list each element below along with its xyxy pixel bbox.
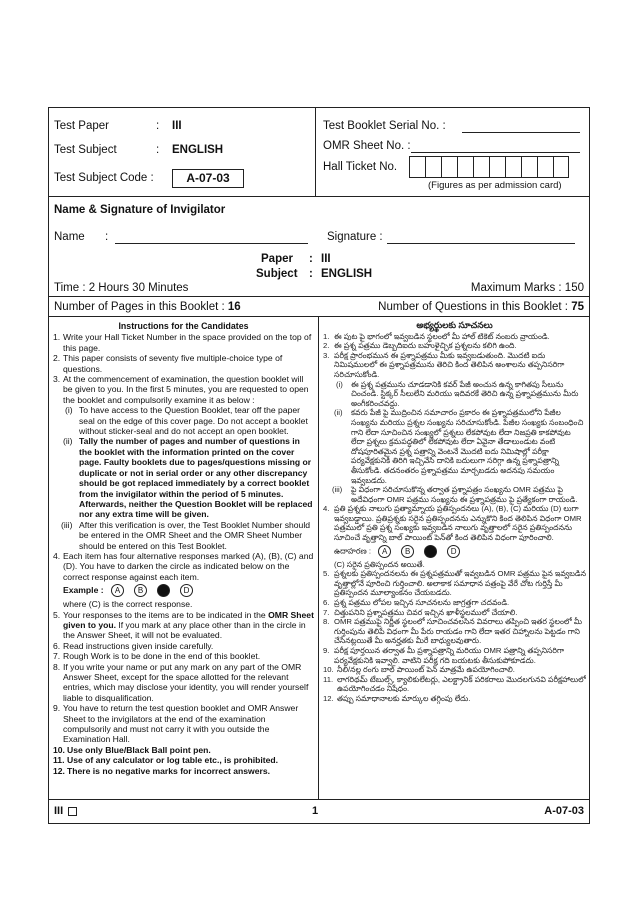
footer-paper-code-text: III xyxy=(54,805,64,817)
hall-ticket-digit-box[interactable] xyxy=(441,156,457,178)
invigilator-signature-label: Signature : xyxy=(327,231,383,243)
booklet-serial-field[interactable] xyxy=(462,119,580,133)
hall-ticket-digit-box[interactable] xyxy=(409,156,425,178)
hall-ticket-digit-box[interactable] xyxy=(457,156,473,178)
divider xyxy=(49,196,589,197)
test-paper-value: III xyxy=(172,120,182,132)
instruction-9: You have to return the test question booklet and OMR Answer Sheet to the invigilators at the end of the examination compulsorily and must not carry it with you outside the Examination Hall. xyxy=(63,703,299,745)
example-note-en: where (C) is the correct response. xyxy=(63,599,193,610)
questions-label: Number of Questions in this Booklet : xyxy=(378,301,572,313)
booklet-serial-label: Test Booklet Serial No. : xyxy=(323,120,446,132)
hall-ticket-note: (Figures as per admission card) xyxy=(428,180,562,191)
footer-subject-code: A-07-03 xyxy=(544,805,584,817)
page-number: 1 xyxy=(312,805,319,817)
option-bubble: B xyxy=(401,545,414,558)
invigilator-name-field[interactable] xyxy=(115,230,308,244)
instruction-7: Rough Work is to be done in the end of this booklet. xyxy=(63,651,261,662)
cover-page-frame xyxy=(48,107,590,824)
instruction-8: If you write your name or put any mark on any part of the OMR Answer Sheet, except for the space allotted for the relevant entries, which may disclose your identity, you will render yourself liable to disqualification. xyxy=(63,661,309,703)
omr-sheet-field[interactable] xyxy=(411,139,580,153)
hall-ticket-digit-box[interactable] xyxy=(521,156,537,178)
colon: : xyxy=(309,253,313,265)
option-bubble: A xyxy=(378,545,391,558)
example-row-en xyxy=(53,584,314,597)
divider xyxy=(49,799,589,800)
instruction-3a: To have access to the Question Booklet, tear off the paper seal on the edge of this cover page. Do not accept a booklet without sticker-seal and do not accept an open booklet. xyxy=(79,405,308,437)
subject-value: ENGLISH xyxy=(321,268,373,280)
divider xyxy=(49,316,589,317)
telugu-instruction-3: పరీక్ష ప్రారంభమున ఈ ప్రశ్నాపత్రము మీకు ఇవ్వబడుతుంది. మొదటి ఐదు నిమిషములలో ఈ ప్రశ్నాపత్రమును తెరిచి కింద తెలిపిన అంశాలను తప్పనిసరిగా సరిచూసుకోండి. xyxy=(334,350,565,379)
telugu-instruction-10: నీలి/నల్ల రంగు బాల్ పాయింట్ పెన్ మాత్రమే ఉపయోగించాలి. xyxy=(337,665,515,675)
colon: : xyxy=(156,144,160,156)
pages-label: Number of Pages in this Booklet : xyxy=(54,301,228,313)
paper-label: Paper xyxy=(261,253,293,265)
telugu-instruction-12: తప్పు సమాధానాలకు మార్కుల తగ్గింపు లేదు. xyxy=(337,693,471,703)
option-bubble-filled: C xyxy=(424,545,437,558)
colon: : xyxy=(156,120,160,132)
instruction-6: Read instructions given inside carefully. xyxy=(63,640,214,651)
checkbox-square-icon xyxy=(68,807,77,816)
subject-label: Subject xyxy=(256,268,298,280)
telugu-instruction-2: ఈ ప్రశ్న పత్రము డెబ్బదిఐదు బహుళైచ్ఛిక ప్రశ్నలను కలిగి ఉంది. xyxy=(334,341,517,351)
instruction-3b: Tally the number of pages and number of questions in the booklet with the information printed on the cover page. Faulty booklets due to pages/questions missing or duplicate or not in serial order or any other discrepancy should be got replaced immediately by a correct booklet from the invigilator within the period of 5 minutes. Afterwards, neither the Question Booklet will be replaced nor any extra time will be given. xyxy=(79,436,313,520)
questions-value: 75 xyxy=(571,301,584,313)
telugu-instruction-8: OMR పత్రముపై నిర్ణీత స్థలంలో సూచించవలసిన వివరాలు తప్పించి ఇతర స్థలంలో మీ గుర్తింపును తెలిపే విధంగా మీ పేరు రాయడం గాని లేదా ఇతర చిహ్నాలను పెట్టడం గాని చేసినట్లయితే మీ అనర్హతకు మీరే బాధ్యులవుతారు. xyxy=(334,617,583,646)
instruction-12: There is no negative marks for incorrect answers. xyxy=(67,765,270,776)
instruction-10: Use only Blue/Black Ball point pen. xyxy=(67,744,211,755)
test-subject-label: Test Subject xyxy=(54,144,117,156)
instruction-11: Use of any calculator or log table etc., is prohibited. xyxy=(67,755,279,766)
footer-paper-code xyxy=(54,805,77,817)
column-divider xyxy=(318,316,319,799)
option-bubble: A xyxy=(111,584,124,597)
hall-ticket-digit-box[interactable] xyxy=(473,156,489,178)
invigilator-heading: Name & Signature of Invigilator xyxy=(54,204,226,216)
colon: : xyxy=(309,268,313,280)
invigilator-name-label: Name xyxy=(54,231,85,243)
telugu-instruction-3b: కవరు పేజీ పై ముద్రించిన సమాచారం ప్రకారం ఈ ప్రశ్నాపత్రములోని పేజీల సంఖ్యను మరియు ప్రశ్నల సంఖ్యను సరిచూసుకోండి. పేజీల సంఖ్యకు సంబంధించి గాని లేదా సూచించిన సంఖ్యలో ప్రశ్నలు లేకపోవుట లేదా నిజప్రతి కాకపోవుట లేదా ప్రశ్నలు క్రమపద్ధతిలో లేకపోవుట లేదా ఏవైనా తేడాలుండుట వంటి దోషపూరితమైన ప్రశ్న పత్రాన్ని వెంటనే మొదటి ఐదు నిమిషాల్లో పరీక్షా పర్యవేక్షకునికి తిరిగి ఇచ్చివేసి దానికి బదులుగా సరిగ్గా ఉన్న ప్రశ్నాపత్రాన్ని తీసుకోండి. తదనంతరం ప్రశ్నాపత్రము మార్చబడదు అదనపు సమయం ఇవ్వబడదు. xyxy=(351,408,584,485)
option-bubble-filled: C xyxy=(157,584,170,597)
telugu-instruction-5: ప్రశ్నలకు ప్రతిస్పందనలను ఈ ప్రశ్నపత్రముతో ఇవ్వబడిన OMR పత్రము పైన ఇవ్వబడిన వృత్తాల్లోనే పూరించి గుర్తించాలి. అలాకాక సమాధాన పత్రంపై వేరే చోట గుర్తిస్తే మీ ప్రతిస్పందన మూల్యాంకనం చేయబడదు. xyxy=(334,569,586,598)
telugu-instruction-3a: ఈ ప్రశ్న పత్రమును చూడడానికి కవర్ పేజీ అంచున ఉన్న కాగితపు సీలును చించండి. స్టిక్కర్ సీలులేని మరియు ఇదివరకే తెరిచి ఉన్న ప్రశ్నాపత్రమును మీరు అంగీకరించవద్దు. xyxy=(351,379,579,408)
test-subject-code-label: Test Subject Code : xyxy=(54,172,154,184)
telugu-instruction-4: ప్రతి ప్రశ్నకు నాలుగు ప్రత్యామ్నాయ ప్రతిస్పందనలు (A), (B), (C) మరియు (D) లుగా ఇవ్వబడ్డాయి. ప్రతిప్రశ్నకు సరైన ప్రతిస్పందనను ఎన్నుకొని కింద తెలిపిన విధంగా OMR పత్రములో ప్రతి ప్రశ్న సంఖ్యకు ఇవ్వబడిన నాలుగు వృత్తాలలో సరైన ప్రతిస్పందనను సూచించే వృత్తాన్ని బాల్ పాయింట్ పెన్‌తో కింద తెలిపిన విధంగా పూరించాలి. xyxy=(334,504,582,543)
colon: : xyxy=(105,231,109,243)
instructions-telugu: అభ్యర్థులకు సూచనలు 1. ఈ పుట పై భాగంలో ఇవ్వబడిన స్థలంలో మీ హాల్ టికెట్ నంబరు వ్రాయండి. 2. ఈ ప్రశ్న పత్రము డెబ్బదిఐదు బహుళైచ్ఛిక ప్రశ్నలను కలిగి ఉంది. 3. పరీక్ష ప్రారంభమున ఈ ప్రశ్నాపత్రము మీకు ఇవ్వబడుతుంది. మొదటి ఐదు నిమిషములలో ఈ ప్రశ్నాపత్రమును తెరిచి కింద తెలిపిన అంశాలను తప్పనిసరిగా సరిచూసుకోండి. (i) ఈ ప్రశ్న పత్రమును చూడడానికి కవర్ పేజీ అంచున ఉన్న కాగితపు సీలును చించండి. స్టిక్కర్ సీలులేని మరియు ఇదివరకే తెరిచి ఉన్న ప్రశ్నాపత్రమును మీరు అంగీకరించవద్దు. (ii) కవరు పేజీ పై ముద్రించిన సమాచారం ప్రకారం ఈ ప్రశ్నాపత్రములోని పేజీల సంఖ్యను మరియు ప్రశ్నల సంఖ్యను సరిచూసుకోండి. పేజీల సంఖ్యకు సంబంధించి గాని లేదా సూచించిన సంఖ్యలో ప్రశ్నలు లేకపోవుట లేదా నిజప్రతి కాకపోవుట లేదా ప్రశ్నలు క్రమపద్ధతిలో లేకపోవుట లేదా ఏవైనా తేడాలుండుట వంటి దోషపూరితమైన ప్రశ్న పత్రాన్ని వెంటనే మొదటి ఐదు నిమిషాల్లో పరీక్షా పర్యవేక్షకునికి తిరిగి ఇచ్చివేసి దానికి బదులుగా సరిగ్గా ఉన్న ప్రశ్నాపత్రాన్ని తీసుకోండి. తదనంతరం ప్రశ్నాపత్రము మార్చబడదు అదనపు సమయం ఇవ్వబడదు. (iii) పై విధంగా సరిచూసుకొన్న తర్వాత ప్రశ్నాపత్రం సంఖ్యను OMR పత్రము పై అదేవిధంగా OMR పత్రము సంఖ్యను ఈ ప్రశ్నాపత్రము పై ప్రత్యేకంగా రాయండి. 4. ప్రతి ప్రశ్నకు నాలుగు ప్రత్యామ్నాయ ప్రతిస్పందనలు (A), (B), (C) మరియు (D) లుగా ఇవ్వబడ్డాయి. ప్రతిప్రశ్నకు సరైన ప్రతిస్పందనను ఎన్నుకొని కింద తెలిపిన విధంగా OMR పత్రములో ప్రతి ప్రశ్న సంఖ్యకు ఇవ్వబడిన నాలుగు వృత్తాలలో సరైన ప్రతిస్పందనను సూచించే వృత్తాన్ని బాల్ పాయింట్ పెన్‌తో కింద తెలిపిన విధంగా పూరించాలి. ఉదాహరణ : A B C D (C) సరైన ప్రతిస్పందన అయితే. 5. ప్రశ్నలకు ప్రతిస్పందనలను ఈ ప్రశ్నపత్రముతో ఇవ్వబడిన OMR పత్రము పైన ఇవ్వబడిన వృత్తాల్లోనే పూరించి గుర్తించాలి. అలాకాక సమాధాన పత్రంపై వేరే చోట గుర్తిస్తే మీ ప్రతిస్పందన మూల్యాంకనం చేయబడదు. 6. ప్రశ్న పత్రము లోపల ఇచ్చిన సూచనలను జాగ్రత్తగా చదవండి. 7. చిత్తుపనిని ప్రశ్నాపత్రము చివర ఇచ్చిన ఖాళీస్థలములో చేయాలి. 8. OMR పత్రముపై నిర్ణీత స్థలంలో సూచించవలసిన వివరాలు తప్పించి ఇతర స్థలంలో మీ గుర్తింపును తెలిపే విధంగా మీ పేరు రాయడం గాని లేదా ఇతర చిహ్నాలను పెట్టడం గాని చేసినట్లయితే మీ అనర్హతకు మీరే బాధ్యులవుతారు. 9. పరీక్ష పూర్తయిన తర్వాత మీ ప్రశ్నాపత్రాన్ని మరియు OMR పత్రాన్ని తప్పనిసరిగా పర్యవేక్షకునికి ఇవ్వాలి. వాటిని పరీక్ష గది బయటకు తీసుకుపోకూడదు. 10. నీలి/నల్ల రంగు బాల్ పాయింట్ పెన్ మాత్రమే ఉపయోగించాలి. 11. లాగరిథమ్ టేబుల్స్, క్యాలికులేటర్లు, ఎలక్ట్రానిక్ పరికరాలు మొదలగునవి పరీక్షహాలులో ఉపయోగించడం నిషేధం. 12. తప్పు సమాధానాలకు మార్కుల తగ్గింపు లేదు. xyxy=(323,321,586,703)
telugu-instruction-6: ప్రశ్న పత్రము లోపల ఇచ్చిన సూచనలను జాగ్రత్తగా చదవండి. xyxy=(334,598,510,608)
hall-ticket-digit-box[interactable] xyxy=(553,156,569,178)
option-bubble: D xyxy=(447,545,460,558)
questions-count xyxy=(378,301,584,313)
invigilator-signature-field[interactable] xyxy=(387,230,575,244)
hall-ticket-boxes[interactable] xyxy=(409,156,569,178)
exam-time: Time : 2 Hours 30 Minutes xyxy=(54,282,189,294)
omr-sheet-label: OMR Sheet No. : xyxy=(323,140,411,152)
test-subject-value: ENGLISH xyxy=(172,144,224,156)
instruction-2: This paper consists of seventy five multiple-choice type of questions. xyxy=(63,353,283,374)
example-note-te: (C) సరైన ప్రతిస్పందన అయితే. xyxy=(334,559,425,569)
instruction-4: Each item has four alternative responses marked (A), (B), (C) and (D). You have to darken the circle as indicated below on the correct response against each item. xyxy=(63,550,314,582)
instruction-5c: If you mark at any place other than in the circle in the Answer Sheet, it will not be evaluated. xyxy=(63,619,306,641)
header-divider xyxy=(315,108,316,196)
telugu-instruction-7: చిత్తుపనిని ప్రశ్నాపత్రము చివర ఇచ్చిన ఖాళీస్థలములో చేయాలి. xyxy=(334,607,518,617)
max-marks: Maximum Marks : 150 xyxy=(470,282,584,294)
divider xyxy=(49,296,589,297)
telugu-instruction-11: లాగరిథమ్ టేబుల్స్, క్యాలికులేటర్లు, ఎలక్ట్రానిక్ పరికరాలు మొదలగునవి పరీక్షహాలులో ఉపయోగించడం నిషేధం. xyxy=(337,674,586,694)
pages-value: 16 xyxy=(227,301,241,313)
instruction-3: At the commencement of examination, the question booklet will be given to you. In the first 5 minutes, you are requested to open the booklet and compulsorily examine it as below : xyxy=(63,374,309,405)
test-subject-code-value: A-07-03 xyxy=(172,169,244,188)
instructions-title-en: Instructions for the Candidates xyxy=(118,321,249,331)
hall-ticket-digit-box[interactable] xyxy=(489,156,505,178)
instructions-title-te: అభ్యర్థులకు సూచనలు xyxy=(416,321,493,330)
instructions-english: Instructions for the Candidates 1. Write your Hall Ticket Number in the space provided on the top of this page. 2. This paper consists of seventy five multiple-choice type of questions. 3. At the commencement of examination, the question booklet will be given to you. In the first 5 minutes, you are requested to open the booklet and compulsorily examine it as below : (i) To have access to the Question Booklet, tear off the paper seal on the edge of this cover page. Do not accept a booklet without sticker-seal and do not accept an open booklet. (ii) Tally the number of pages and number of questions in the booklet with the information printed on the cover page. Faulty booklets due to pages/questions missing or duplicate or not in serial order or any other discrepancy should be got replaced immediately by a correct booklet from the invigilator within the period of 5 minutes. Afterwards, neither the Question Booklet will be replaced nor any extra time will be given. (iii) After this verification is over, the Test Booklet Number should be entered in the OMR Sheet and the OMR Sheet Number should be entered on this Test Booklet. 4. Each item has four alternative responses marked (A), (B), (C) and (D). You have to darken the circle as indicated below on the correct response against each item. Example : A B C D where (C) is the correct response. 5. Your responses to the items are to be indicated in the OMR Sheet given to you. If you mark at any place other than in the circle in the Answer Sheet, it will not be evaluated. 6. Read instructions given inside carefully. 7. Rough Work is to be done in the end of this booklet. 8. If you write your name or put any mark on any part of the OMR Answer Sheet, except for the space allotted for the relevant entries, which may disclose your identity, you will render yourself liable to disqualification. 9. You have to return the test question booklet and OMR Answer Sheet to the invigilators at the end of the examination compulsorily and must not carry it with you outside the Examination Hall. 10. Use only Blue/Black Ball point pen. 11. Use of any calculator or log table etc., is prohibited. 12. There is no negative marks for incorrect answers. xyxy=(53,321,314,776)
test-paper-label: Test Paper xyxy=(54,120,109,132)
hall-ticket-digit-box[interactable] xyxy=(425,156,441,178)
hall-ticket-digit-box[interactable] xyxy=(537,156,553,178)
option-bubble: D xyxy=(180,584,193,597)
instruction-3c: After this verification is over, the Test Booklet Number should be entered in the OMR Sheet and the OMR Sheet Number should be entered on this Test Booklet. xyxy=(79,519,311,551)
instruction-5b: OMR Sheet given to you. xyxy=(63,609,314,630)
instruction-5a: Your responses to the items are to be indicated in the xyxy=(63,609,269,620)
telugu-instruction-3c: పై విధంగా సరిచూసుకొన్న తర్వాత ప్రశ్నాపత్రం సంఖ్యను OMR పత్రము పై అదేవిధంగా OMR పత్రము సంఖ్యను ఈ ప్రశ్నాపత్రము పై ప్రత్యేకంగా రాయండి. xyxy=(351,485,578,504)
paper-value: III xyxy=(321,253,331,265)
pages-count xyxy=(54,301,241,313)
hall-ticket-label: Hall Ticket No. xyxy=(323,161,398,173)
telugu-instruction-9: పరీక్ష పూర్తయిన తర్వాత మీ ప్రశ్నాపత్రాన్ని మరియు OMR పత్రాన్ని తప్పనిసరిగా పర్యవేక్షకునికి ఇవ్వాలి. వాటిని పరీక్ష గది బయటకు తీసుకుపోకూడదు. xyxy=(334,646,565,665)
example-row-te xyxy=(323,545,586,558)
telugu-instruction-1: ఈ పుట పై భాగంలో ఇవ్వబడిన స్థలంలో మీ హాల్ టికెట్ నంబరు వ్రాయండి. xyxy=(334,331,550,341)
example-label-te: ఉదాహరణ : xyxy=(334,546,372,556)
option-bubble: B xyxy=(134,584,147,597)
hall-ticket-digit-box[interactable] xyxy=(505,156,521,178)
example-label: Example : xyxy=(63,584,104,595)
instruction-1: Write your Hall Ticket Number in the space provided on the top of this page. xyxy=(63,332,312,353)
